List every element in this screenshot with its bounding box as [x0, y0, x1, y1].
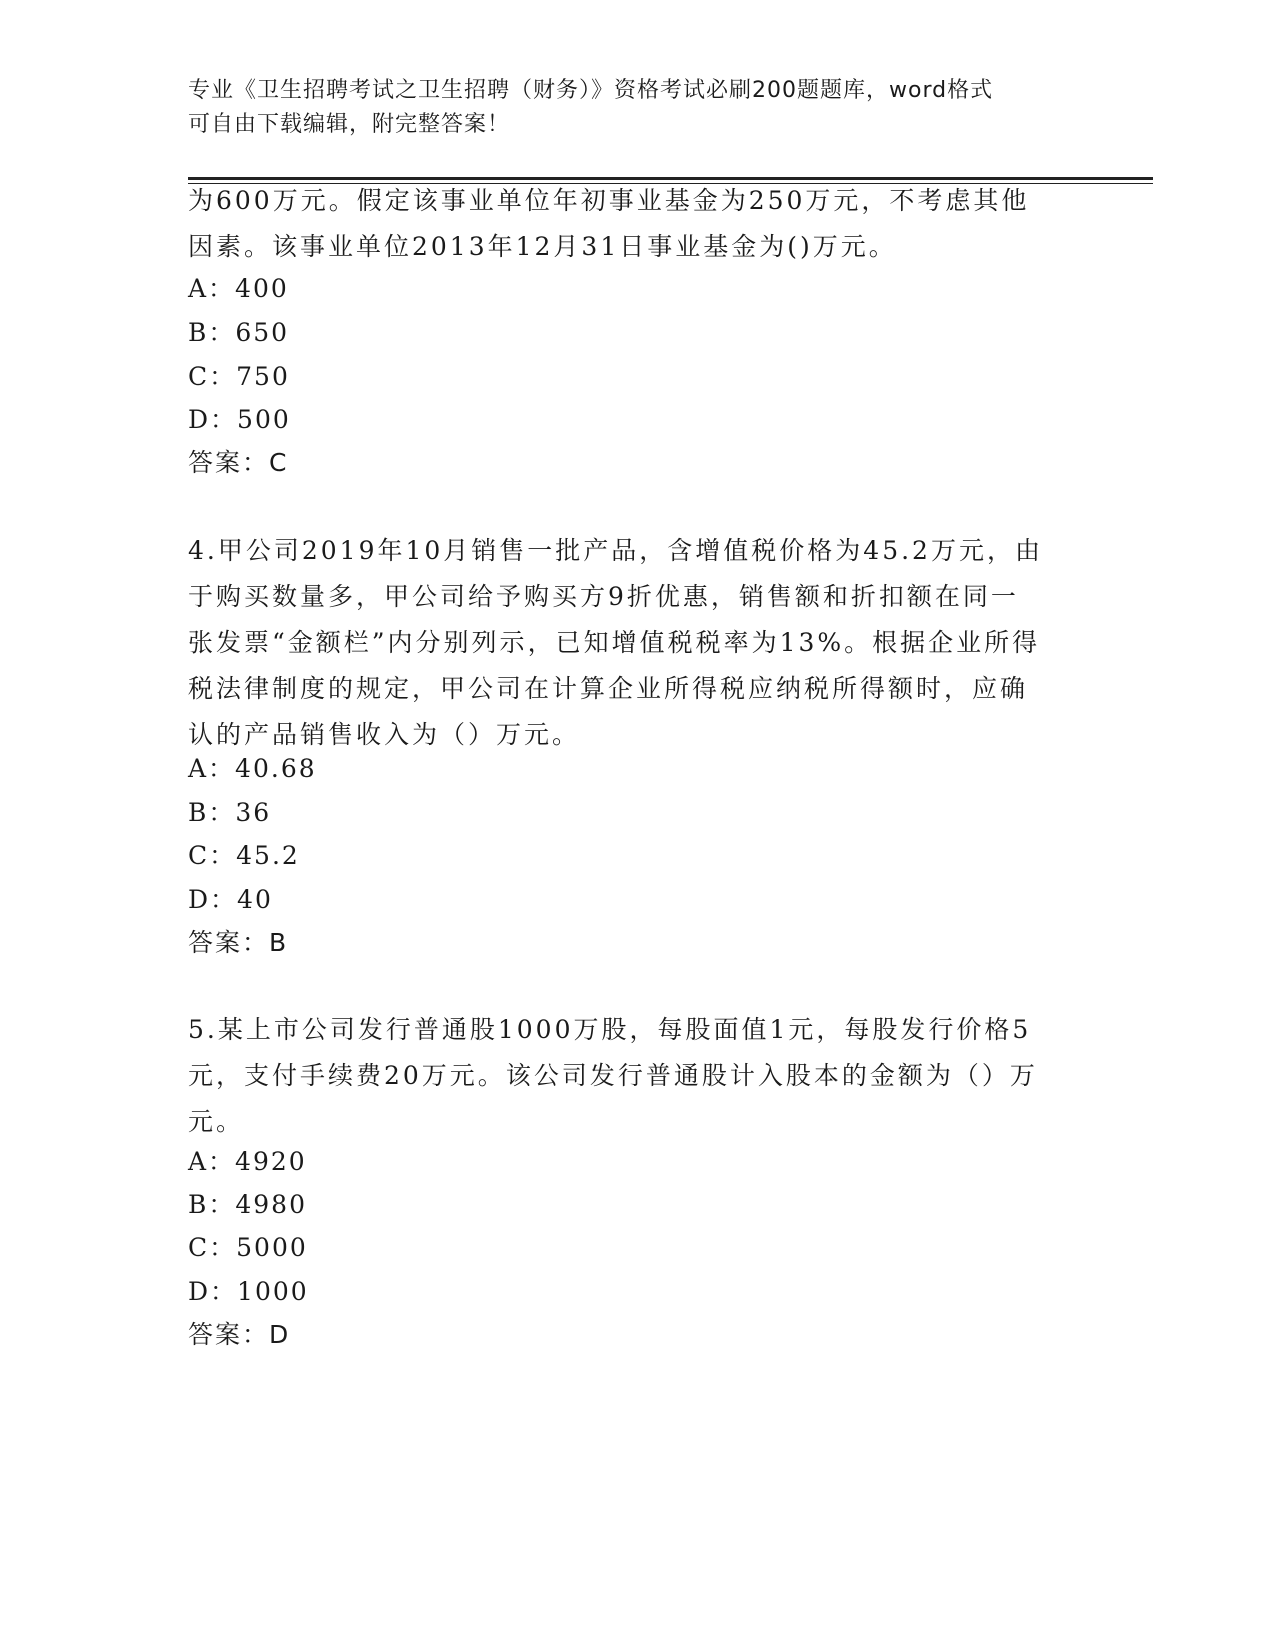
question-4-line: 认的产品销售收入为（）万元。 — [188, 720, 581, 749]
question-5-line: 5.某上市公司发行普通股1000万股，每股面值1元，每股发行价格5 — [188, 1015, 1032, 1044]
question-5-line: 元。 — [188, 1107, 245, 1136]
question-5-line: 元，支付手续费20万元。该公司发行普通股计入股本的金额为（）万 — [188, 1061, 1038, 1090]
question-4-answer: 答案：B — [188, 928, 289, 957]
header-title-line-2: 可自由下载编辑，附完整答案！ — [188, 112, 511, 137]
question-3-option-b: B：650 — [188, 318, 290, 347]
question-4-line: 于购买数量多，甲公司给予购买方9折优惠，销售额和折扣额在同一 — [188, 582, 1019, 611]
header-title-line-1: 专业《卫生招聘考试之卫生招聘（财务）》资格考试必刷200题题库，word格式 — [188, 78, 994, 103]
question-5-option-c: C：5000 — [188, 1233, 308, 1262]
question-5-option-d: D：1000 — [188, 1277, 309, 1306]
question-4-line: 税法律制度的规定，甲公司在计算企业所得税应纳税所得额时，应确 — [188, 674, 1029, 703]
question-3-option-a: A：400 — [188, 274, 289, 303]
question-4-option-b: B：36 — [188, 798, 272, 827]
question-5-option-b: B：4980 — [188, 1190, 307, 1219]
question-3-line: 因素。该事业单位2013年12月31日事业基金为()万元。 — [188, 232, 897, 261]
question-3-option-c: C：750 — [188, 362, 290, 391]
question-3-text — [188, 178, 1088, 270]
question-5-option-a: A：4920 — [188, 1147, 307, 1176]
question-4-option-d: D：40 — [188, 885, 273, 914]
question-5-answer: 答案：D — [188, 1320, 291, 1349]
question-4-line: 张发票“金额栏”内分别列示，已知增值税税率为13%。根据企业所得 — [188, 628, 1041, 657]
question-4-line: 4.甲公司2019年10月销售一批产品，含增值税价格为45.2万元，由 — [188, 536, 1043, 565]
question-4-option-c: C：45.2 — [188, 841, 300, 870]
question-3-option-d: D：500 — [188, 405, 291, 434]
question-3-answer: 答案：C — [188, 448, 289, 477]
question-4-text — [188, 528, 1088, 758]
document-header — [188, 74, 1088, 142]
question-3-line: 为600万元。假定该事业单位年初事业基金为250万元，不考虑其他 — [188, 186, 1030, 215]
question-4-option-a: A：40.68 — [188, 754, 317, 783]
question-5-text — [188, 1007, 1088, 1145]
